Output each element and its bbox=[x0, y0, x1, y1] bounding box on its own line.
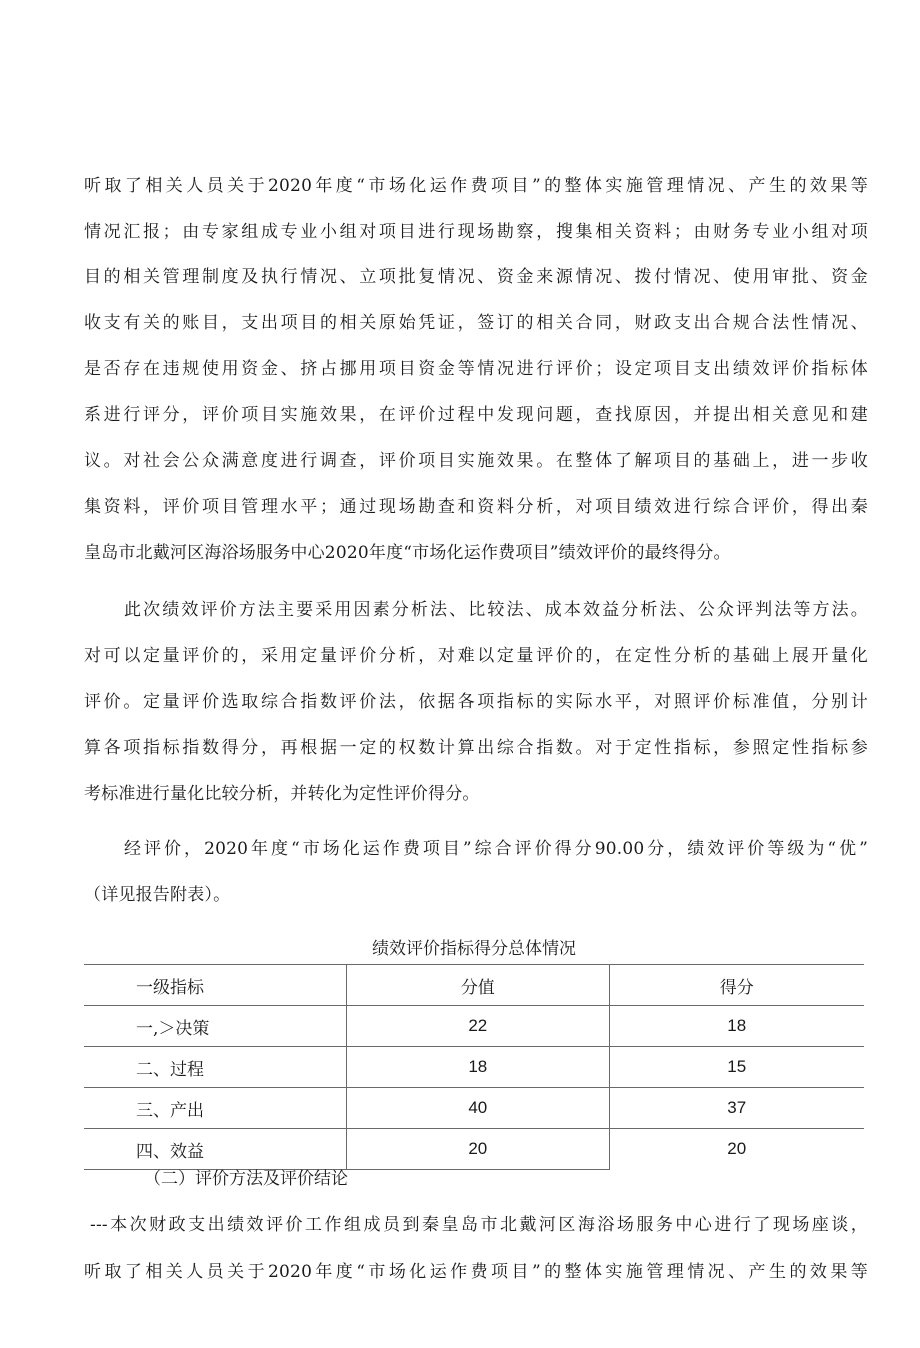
text-line: 听取了相关人员关于2020年度“市场化运作费项目”的整体实施管理情况、产生的效果等 bbox=[84, 176, 868, 196]
text-line: 情况汇报；由专家组成专业小组对项目进行现场勘察，搜集相关资料；由财务专业小组对项 bbox=[84, 222, 868, 242]
header-indicator: 一级指标 bbox=[84, 965, 347, 1006]
cell-score: 18 bbox=[609, 1006, 864, 1047]
cell-weight: 22 bbox=[347, 1006, 609, 1047]
section-heading: （二）评价方法及评价结论 bbox=[144, 1169, 348, 1189]
text-line: 听取了相关人员关于2020年度“市场化运作费项目”的整体实施管理情况、产生的效果等 bbox=[84, 1262, 868, 1282]
cell-weight: 18 bbox=[347, 1047, 609, 1088]
table-row bbox=[84, 1088, 864, 1129]
cell-indicator: 一,＞决策 bbox=[84, 1006, 347, 1047]
header-score: 得分 bbox=[609, 965, 864, 1006]
cell-indicator: 四、效益 bbox=[84, 1129, 347, 1170]
text-line: ---本次财政支出绩效评价工作组成员到秦皇岛市北戴河区海浴场服务中心进行了现场座谈， bbox=[90, 1215, 868, 1235]
text-line: 评价。定量评价选取综合指数评价法，依据各项指标的实际水平，对照评价标准值，分别计 bbox=[84, 692, 868, 712]
score-table bbox=[84, 964, 864, 1170]
table-row bbox=[84, 1129, 864, 1170]
text-line: 经评价，2020年度“市场化运作费项目”综合评价得分90.00分，绩效评价等级为“优” bbox=[124, 839, 868, 859]
text-line: 皇岛市北戴河区海浴场服务中心2020年度“市场化运作费项目”绩效评价的最终得分。 bbox=[84, 543, 731, 563]
text-line: 对可以定量评价的，采用定量评价分析，对难以定量评价的，在定性分析的基础上展开量化 bbox=[84, 646, 868, 666]
cell-weight: 20 bbox=[347, 1129, 609, 1170]
text-line: 目的相关管理制度及执行情况、立项批复情况、资金来源情况、拨付情况、使用审批、资金 bbox=[84, 267, 868, 287]
cell-indicator: 二、过程 bbox=[84, 1047, 347, 1088]
cell-weight: 40 bbox=[347, 1088, 609, 1129]
cell-score: 15 bbox=[609, 1047, 864, 1088]
text-line: 是否存在违规使用资金、挤占挪用项目资金等情况进行评价；设定项目支出绩效评价指标体 bbox=[84, 359, 868, 379]
header-weight: 分值 bbox=[347, 965, 609, 1006]
table-row bbox=[84, 1006, 864, 1047]
text-line: 集资料，评价项目管理水平；通过现场勘查和资料分析，对项目绩效进行综合评价，得出秦 bbox=[84, 497, 868, 517]
cell-score: 20 bbox=[609, 1129, 864, 1170]
text-line: 议。对社会公众满意度进行调查，评价项目实施效果。在整体了解项目的基础上，进一步收 bbox=[84, 451, 868, 471]
text-line: 收支有关的账目，支出项目的相关原始凭证，签订的相关合同，财政支出合规合法性情况、 bbox=[84, 313, 868, 333]
table-header-row bbox=[84, 965, 864, 1006]
text-line: （详见报告附表）。 bbox=[84, 885, 231, 905]
cell-score: 37 bbox=[609, 1088, 864, 1129]
text-line: 算各项指标指数得分，再根据一定的权数计算出综合指数。对于定性指标，参照定性指标参 bbox=[84, 738, 868, 758]
text-line: 此次绩效评价方法主要采用因素分析法、比较法、成本效益分析法、公众评判法等方法。 bbox=[124, 600, 868, 620]
table-caption: 绩效评价指标得分总体情况 bbox=[372, 939, 576, 959]
cell-indicator: 三、产出 bbox=[84, 1088, 347, 1129]
text-line: 系进行评分，评价项目实施效果，在评价过程中发现问题，查找原因，并提出相关意见和建 bbox=[84, 405, 868, 425]
table-row bbox=[84, 1047, 864, 1088]
text-line: 考标准进行量化比较分析，并转化为定性评价得分。 bbox=[84, 784, 480, 804]
